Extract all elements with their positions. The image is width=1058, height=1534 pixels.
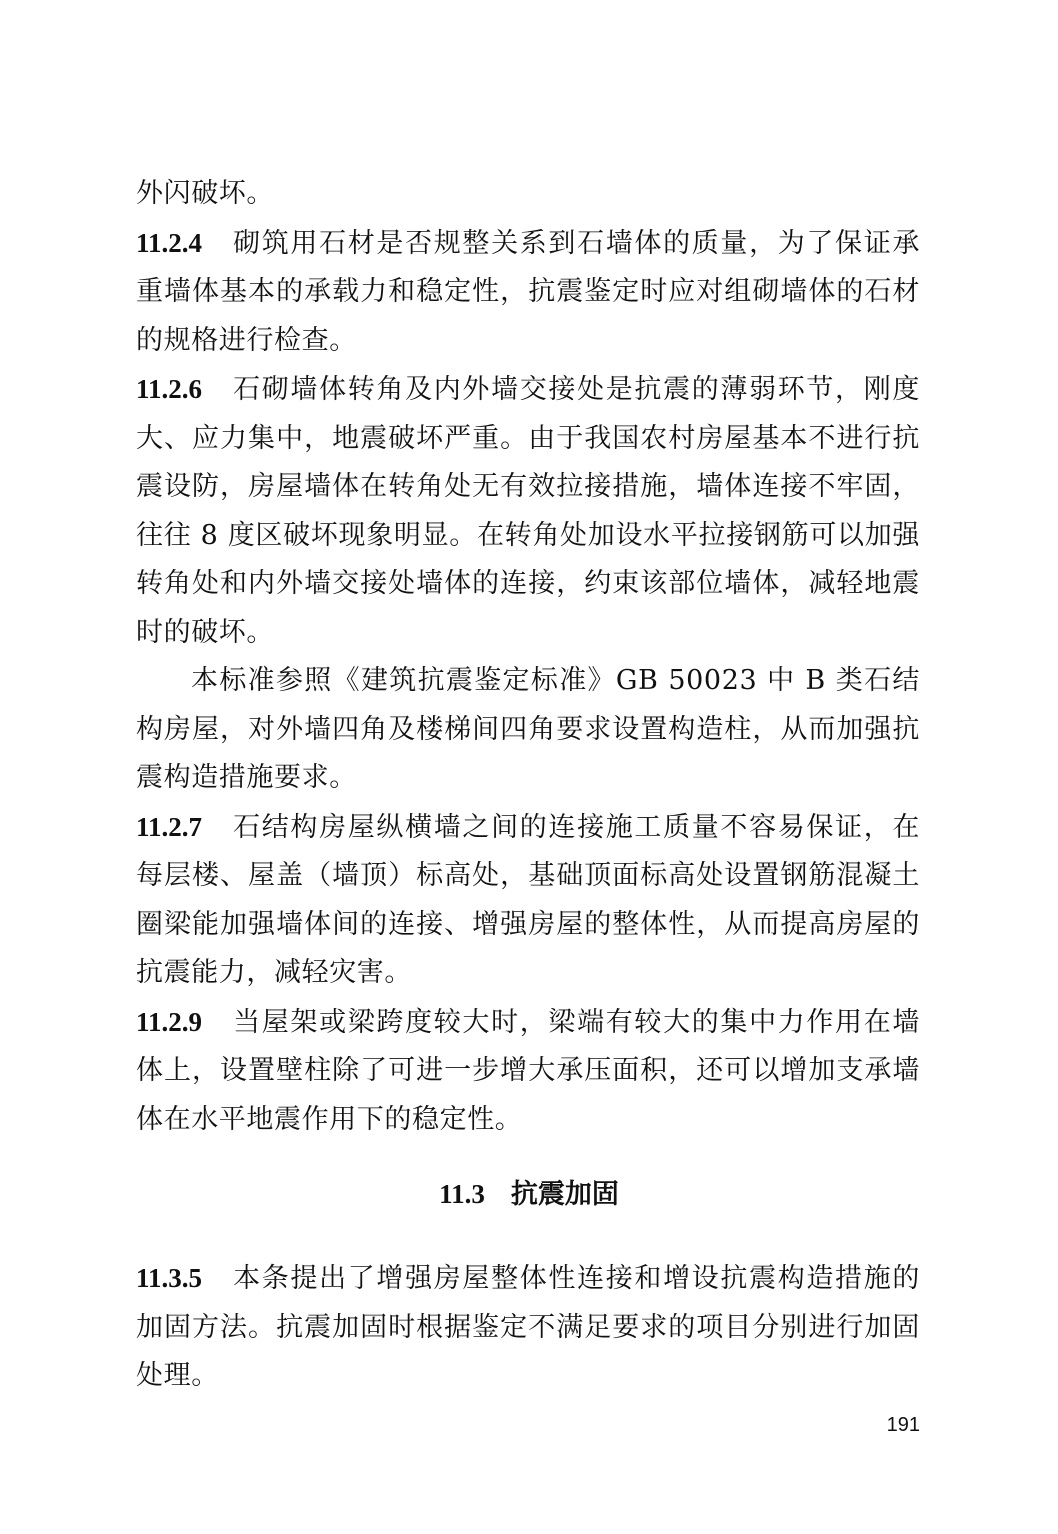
page-number: 191 — [886, 1414, 920, 1436]
clause-11-2-6 — [136, 365, 920, 657]
clause-11-2-9 — [136, 998, 920, 1145]
clause-text: 砌筑用石材是否规整关系到石墙体的质量，为了保证承重墙体基本的承载力和稳定性，抗震鉴定时应对组砌墙体的石材的规格进行检查。 — [136, 227, 920, 356]
clause-text: 石结构房屋纵横墙之间的连接施工质量不容易保证，在每层楼、屋盖（墙顶）标高处，基础顶面标高处设置钢筋混凝土圈梁能加强墙体间的连接、增强房屋的整体性，从而提高房屋的抗震能力，减轻灾害。 — [136, 811, 920, 988]
body-text-upper — [136, 170, 920, 1144]
paragraph-text: 外闪破坏。 — [136, 178, 274, 209]
paragraph-text: 本标准参照《建筑抗震鉴定标准》GB 50023 中 B 类石结构房屋，对外墙四角及楼梯间四角要求设置构造柱，从而加强抗震构造措施要求。 — [136, 665, 920, 793]
clause-text: 当屋架或梁跨度较大时，梁端有较大的集中力作用在墙体上，设置壁柱除了可进一步增大承压面积，还可以增加支承墙体在水平地震作用下的稳定性。 — [136, 1006, 920, 1135]
clause-text: 石砌墙体转角及内外墙交接处是抗震的薄弱环节，刚度大、应力集中，地震破坏严重。由于我国农村房屋基本不进行抗震设防，房屋墙体在转角处无有效拉接措施，墙体连接不牢固，往往 8 度区破坏现象明显。在转角处加设水平拉接钢筋可以加强转角处和内外墙交接处墙体的连接，约束该部位墙体，减轻地震时的破坏。 — [136, 374, 920, 648]
clause-number: 11.2.6 — [136, 374, 203, 404]
clause-number: 11.3.5 — [136, 1263, 203, 1293]
clause-number: 11.2.7 — [136, 811, 203, 842]
paragraph-indented — [136, 657, 920, 803]
section-heading — [0, 1170, 1058, 1219]
section-title: 抗震加固 — [510, 1179, 619, 1210]
clause-11-2-7 — [136, 803, 920, 998]
clause-number: 11.2.9 — [136, 1006, 203, 1037]
section-number: 11.3 — [439, 1179, 485, 1209]
paragraph-continuation — [136, 170, 920, 219]
clause-11-3-5 — [136, 1254, 920, 1401]
body-text-lower — [136, 1254, 920, 1401]
clause-11-2-4 — [136, 219, 920, 366]
clause-text: 本条提出了增强房屋整体性连接和增设抗震构造措施的加固方法。抗震加固时根据鉴定不满足要求的项目分别进行加固处理。 — [136, 1263, 920, 1391]
clause-number: 11.2.4 — [136, 227, 203, 258]
